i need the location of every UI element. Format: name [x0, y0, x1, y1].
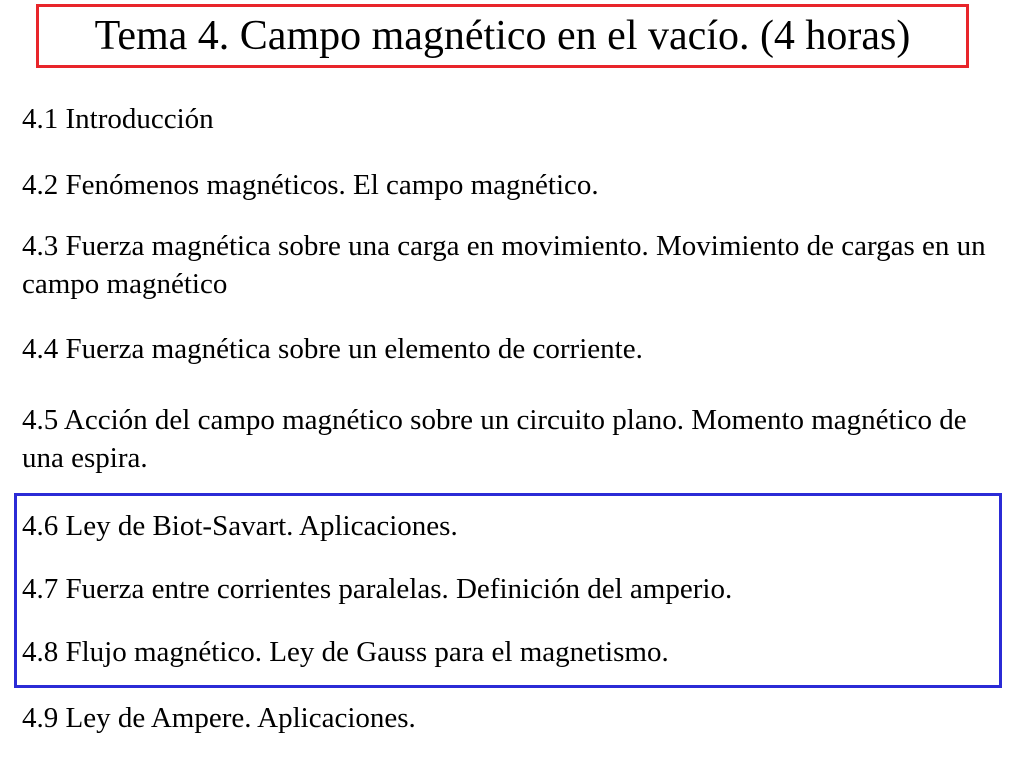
topic-item-4-4: 4.4 Fuerza magnética sobre un elemento de corriente. — [22, 333, 643, 365]
title-box — [36, 4, 969, 68]
topic-item-4-5: 4.5 Acción del campo magnético sobre un circuito plano. Momento magnético de una espira. — [22, 404, 967, 474]
topic-item-4-6: 4.6 Ley de Biot-Savart. Aplicaciones. — [22, 510, 458, 542]
topic-item-4-3: 4.3 Fuerza magnética sobre una carga en movimiento. Movimiento de cargas en un campo magnético — [22, 230, 986, 300]
topic-item-4-8: 4.8 Flujo magnético. Ley de Gauss para el magnetismo. — [22, 636, 669, 668]
topic-item-4-1: 4.1 Introducción — [22, 103, 214, 135]
topic-item-4-2: 4.2 Fenómenos magnéticos. El campo magnético. — [22, 169, 599, 201]
topic-item-4-7: 4.7 Fuerza entre corrientes paralelas. Definición del amperio. — [22, 573, 733, 605]
slide-title: Tema 4. Campo magnético en el vacío. (4 horas) — [94, 13, 911, 59]
topic-item-4-9: 4.9 Ley de Ampere. Aplicaciones. — [22, 702, 416, 734]
